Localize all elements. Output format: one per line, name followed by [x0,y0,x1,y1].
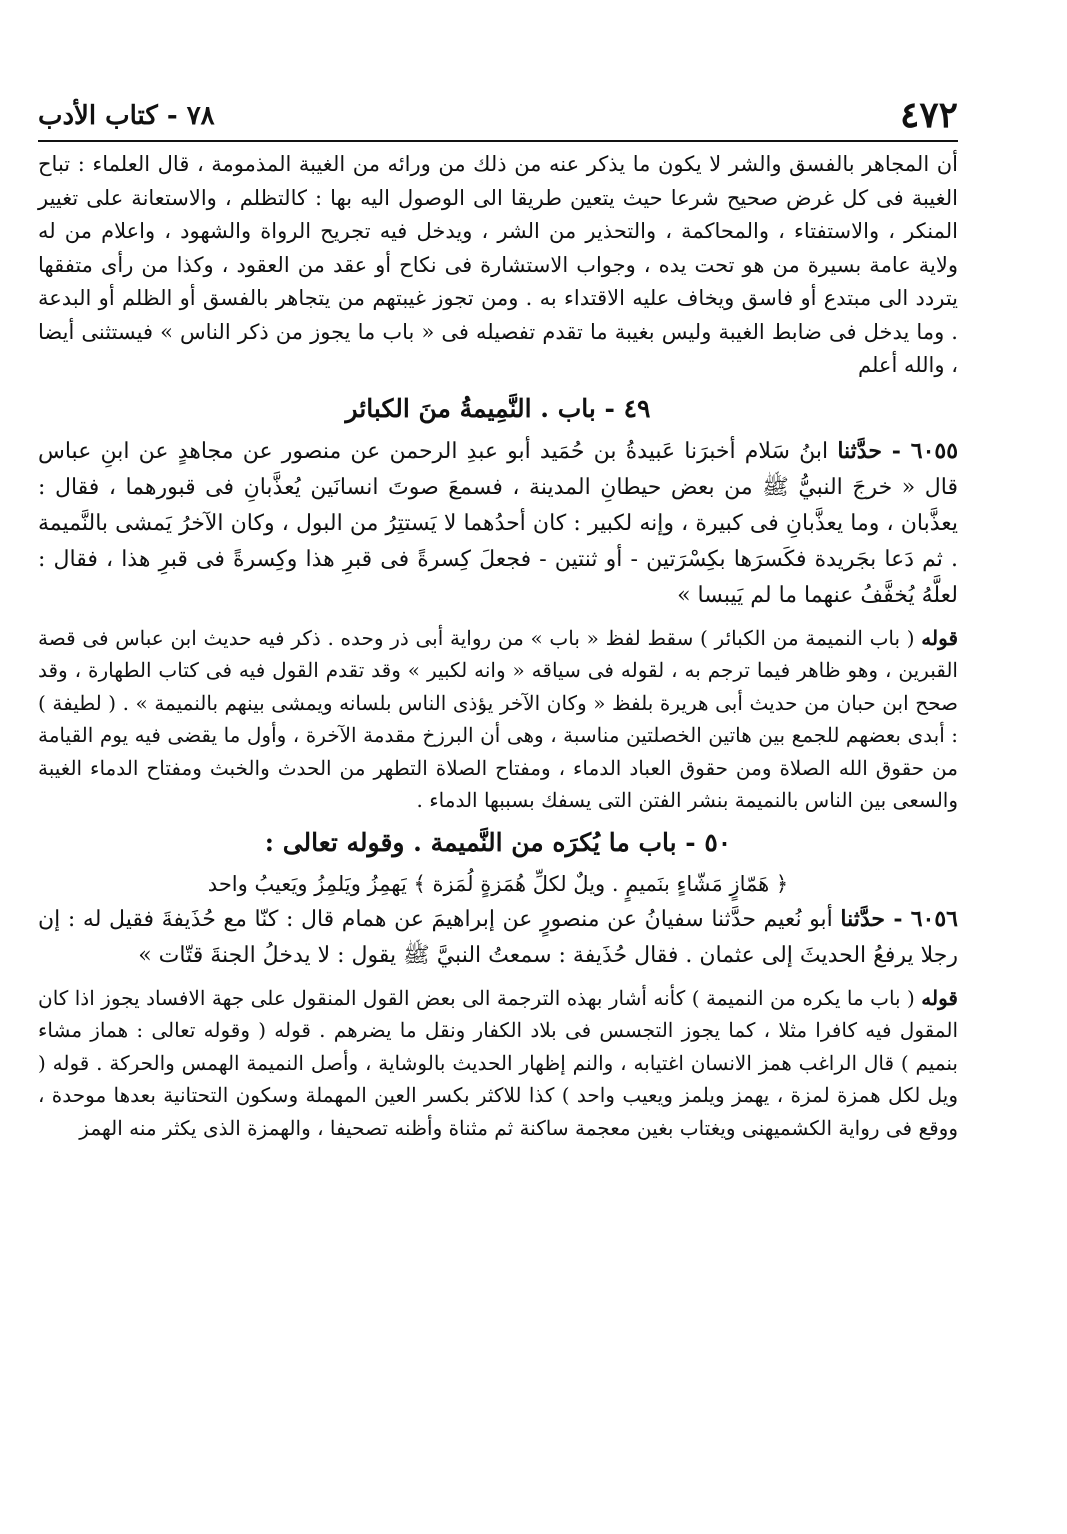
chapter-heading-50: ٥٠ - باب ما يُكرَه من النَّميمة . وقوله تعالى : [264,827,732,857]
hadith-text: ابنُ سَلام أخبرَنا عَبيدةُ بن حُمَيد أبو عبدِ الرحمن عن منصور عن مجاهدٍ عن ابنِ عباس قال « خرجَ النبيُّ ﷺ من بعض حيطانِ المدينة ، فسمعَ صوتَ انسانَين يُعذَّبانِ فى قبورهما ، فقال : يعذَّبان ، وما يعذَّبانِ فى كبيرة ، وإنه لكبير : كان أحدُهما لا يَستتِرُ من البول ، وكان الآخرُ يَمشى بالنَّميمة . ثم دَعا بجَريدة فكَسرَها بكِسْرَتين - أو ثنتين - فجعلَ كِسرةً فى قبرِ هذا وكِسرةً فى قبرِ هذا ، فقال : لعلَّهُ يُخفَّفُ عنهما ما لم يَيبسا » [38,438,958,608]
quran-verse: ﴿ هَمّازٍ مَشّاءٍ بنَميمٍ . ويلٌ لكلِّ هُمَزةٍ لُمَزة ﴾ يَهمِزُ ويَلمِزُ ويَعيبُ واحد [207,871,789,896]
hadith-number: ٦٠٥٦ - حدَّثنا [840,905,958,932]
commentary-text: ( باب النميمة من الكبائر ) سقط لفظ « باب » من رواية أبى ذر وحده . ذكر فيه حديث ابن عباس فى قصة القبرين ، وهو ظاهر فيما ترجم به ، لقوله فى سياقه « وانه لكبير » وقد تقدم القول فيه فى كتاب الطهارة ، وقد صحح ابن حبان من حديث أبى هريرة بلفظ « وكان الآخر يؤذى الناس بلسانه ويمشى بينهم بالنميمة » . ( لطيفة ) : أبدى بعضهم للجمع بين هاتين الخصلتين مناسبة ، وهى أن البرزخ مقدمة الآخرة ، وأول ما يقضى فيه يوم القيامة من حقوق الله الصلاة ومن حقوق العباد الدماء ، ومفتاح الصلاة التطهر من الحدث والخبث ومفتاح الدماء الغيبة والسعى بين الناس بالنميمة بنشر الفتن التى يسفك بسببها الدماء . [38,625,958,812]
hadith-number: ٦٠٥٥ - حدَّثنا [837,437,959,464]
book-title: ٧٨ - كتاب الأدب [38,101,215,131]
intro-paragraph: أن المجاهر بالفسق والشر لا يكون ما يذكر عنه من ذلك من ورائه من الغيبة المذمومة ، قال العلماء : تباح الغيبة فى كل غرض صحيح شرعا حيث يتعين طريقا الى الوصول اليه بها : كالتظلم ، والاستعانة على تغيير المنكر ، والاستفتاء ، والمحاكمة ، والتحذير من الشر ، ويدخل فيه تجريح الرواة والشهود ، واعلام من له ولاية عامة بسيرة من هو تحت يده ، وجواب الاستشارة فى نكاح أو عقد من العقود ، وكذا من رأى متفقها يتردد الى مبتدع أو فاسق ويخاف عليه الاقتداء به . ومن تجوز غيبتهم من يتجاهر بالفسق أو الظلم أو البدعة . وما يدخل فى ضابط الغيبة وليس بغيبة ما تقدم تفصيله فى « باب ما يجوز من ذكر الناس » فيستثنى أيضا ، والله أعلم [38,152,958,377]
hadith-6056 [38,901,958,974]
commentary-lead: قوله [921,625,959,650]
commentary-lead: قوله [921,985,958,1010]
chapter-heading-49: ٤٩ - باب . النَّمِيمةُ منَ الكبائر [345,393,651,423]
commentary-50 [38,982,958,1145]
commentary-text: ( باب ما يكره من النميمة ) كأنه أشار بهذه الترجمة الى بعض القول المنقول على جهة الافساد يجوز اذا كان المقول فيه كافرا مثلا ، كما يجوز التجسس فى بلاد الكفار ونقل ما يضرهم . قوله ( وقوله تعالى : هماز مشاء بنميم ) قال الراغب همز الانسان اغتيابه ، والنم إظهار الحديث بالوشاية ، وأصل النميمة الهمس والحركة . قوله ( ويل لكل همزة لمزة ، يهمز ويلمز ويعيب واحد ) كذا للاكثر بكسر العين المهملة وسكون التحتانية بعدها موحدة ، ووقع فى رواية الكشميهنى ويغتاب بغين معجمة ساكنة ثم مثناة وأظنه تصحيفا ، والهمزة الذى يكثر منه الهمز [38,985,958,1140]
page-number: ٤٧٢ [899,94,958,136]
hadith-text: أبو نُعيم حدَّثنا سفيانُ عن منصورٍ عن إبراهيمَ عن همام قال : كنّا مع حُذَيفةَ فقيل له : إن رجلا يرفعُ الحديثَ إلى عثمان . فقال حُذَيفة : سمعتُ النبيَّ ﷺ يقول : لا يدخلُ الجنةَ قتّات » [38,906,958,968]
document-page [38,92,958,1502]
hadith-6055 [38,433,958,614]
page-header [38,92,958,142]
commentary-49 [38,622,958,817]
